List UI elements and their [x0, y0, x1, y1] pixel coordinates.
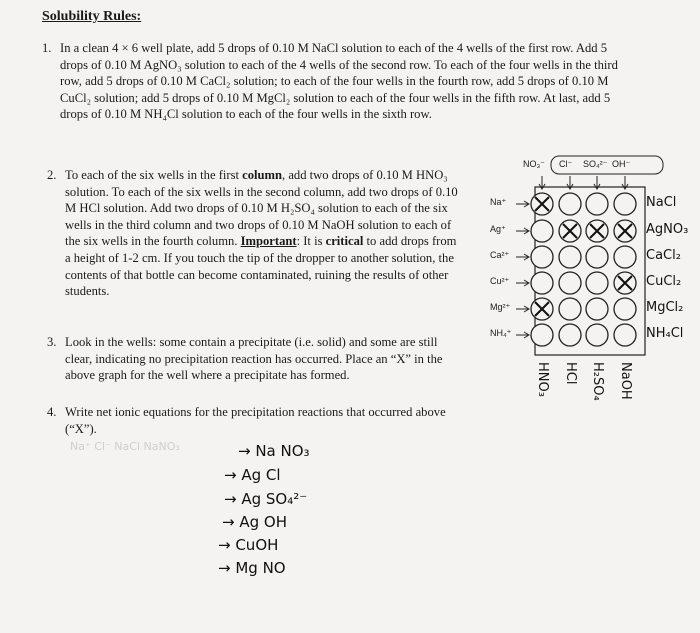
column-label: Cl⁻	[559, 159, 573, 169]
step-3-text: Look in the wells: some contain a precipitate (i.e. solid) and some are still clear, indicating no precipitation reaction has occurred. Place an “X” in the above graph for the well where a precipitate has formed.	[65, 335, 443, 383]
step-2-important: Important	[240, 234, 297, 249]
row-compound-label: NaCl	[646, 195, 677, 210]
answer-line-4: → Ag OH	[222, 513, 287, 531]
step-2-critical: critical	[325, 234, 364, 249]
well-r6-c1	[531, 324, 553, 346]
step-2-text-d: to add drops from a height of 1-2 cm. If you touch the tip of the dropper to another solution, the contents of that bottle can become contaminated, ruining the results of other students.	[65, 234, 457, 299]
answer-line-1: → Na NO₃	[238, 442, 310, 460]
well-r3-c1	[531, 246, 553, 268]
row-compound-label: NH₄Cl	[646, 326, 684, 341]
column-reagent-label: HNO₃	[535, 362, 550, 397]
step-1	[42, 40, 620, 123]
column-reagent-label: NaOH	[618, 362, 633, 400]
wells-group	[531, 193, 636, 346]
well-plate-grid	[480, 150, 680, 390]
step-3	[47, 334, 465, 384]
step-1-text: In a clean 4 × 6 well plate, add 5 drops of 0.10 M NaCl solution to each of the 4 wells of the first row. Add 5 drops of 0.10 M AgNO₃ solution to each of the 4 wells of the second row. To each of the four wells in the third row, add 5 drops of 0.10 M CaCl₂ solution; to each of the four wells in the fourth row, add 5 drops of 0.10 M CuCl₂ solution; add 5 drops of 0.10 M MgCl₂ solution to each of the four wells in the fifth row. At last, add 5 drops of 0.10 M NH₄Cl solution to each of the four wells in the sixth row.	[60, 41, 618, 122]
row-label: Cu²⁺	[490, 276, 510, 286]
page-title: Solubility Rules:	[42, 9, 142, 24]
column-label: SO₄²⁻	[583, 159, 608, 169]
row-compound-label: MgCl₂	[646, 300, 684, 315]
column-reagent-label: H₂SO₄	[590, 362, 605, 401]
answer-line-5: → CuOH	[218, 536, 279, 554]
well-r1-c4	[614, 193, 636, 215]
well-r3-c2	[559, 246, 581, 268]
row-compound-label: AgNO₃	[646, 222, 689, 237]
step-2-keyword: column	[242, 168, 283, 182]
step-2-text-c: : It is	[296, 234, 326, 249]
step-3-number: 3.	[47, 335, 57, 349]
well-r4-c2	[559, 272, 581, 294]
well-r6-c4	[614, 324, 636, 346]
step-4-number: 4.	[47, 405, 57, 419]
well-r4-c3	[586, 272, 608, 294]
step-4-text: Write net ionic equations for the precipitation reactions that occurred above (“X”).	[65, 405, 446, 436]
step-2	[47, 167, 465, 300]
answer-line-6: → Mg NO	[218, 559, 286, 577]
answer-line-2: → Ag Cl	[224, 466, 281, 484]
column-label: NO₃⁻	[523, 159, 545, 169]
well-r6-c3	[586, 324, 608, 346]
row-label: Ag⁺	[490, 224, 506, 234]
step-1-number: 1.	[42, 41, 52, 55]
step-2-text-a: To each of the six wells in the first	[65, 168, 243, 182]
well-r6-c2	[559, 324, 581, 346]
well-r2-c1	[531, 220, 553, 242]
well-r1-c3	[586, 193, 608, 215]
faded-writing: Na⁺ Cl⁻ NaCl NaNO₃	[70, 440, 180, 453]
row-compound-label: CuCl₂	[646, 274, 682, 289]
column-label: OH⁻	[612, 159, 631, 169]
well-r5-c4	[614, 298, 636, 320]
step-2-text-b: , add two drops of 0.10 M HNO₃ solution. To each of the six wells in the second column, add two drops of 0.10 M HCl solution. Add two drops of 0.10 M H₂SO₄ solution to each of the six wells in the third column and two drops of 0.10 M NaOH solution to each of the six wells in the fourth column.	[65, 168, 458, 249]
row-label: Ca²⁺	[490, 250, 510, 260]
well-r4-c1	[531, 272, 553, 294]
row-label: Na⁺	[490, 197, 507, 207]
well-r5-c2	[559, 298, 581, 320]
row-label: Mg²⁺	[490, 302, 511, 312]
well-r3-c4	[614, 246, 636, 268]
well-r3-c3	[586, 246, 608, 268]
well-r1-c2	[559, 193, 581, 215]
column-reagent-label: HCl	[563, 362, 578, 385]
row-label: NH₄⁺	[490, 328, 512, 338]
step-4	[47, 404, 465, 437]
well-r5-c3	[586, 298, 608, 320]
answer-line-3: → Ag SO₄²⁻	[224, 490, 308, 508]
step-2-number: 2.	[47, 168, 57, 182]
row-compound-label: CaCl₂	[646, 248, 681, 263]
